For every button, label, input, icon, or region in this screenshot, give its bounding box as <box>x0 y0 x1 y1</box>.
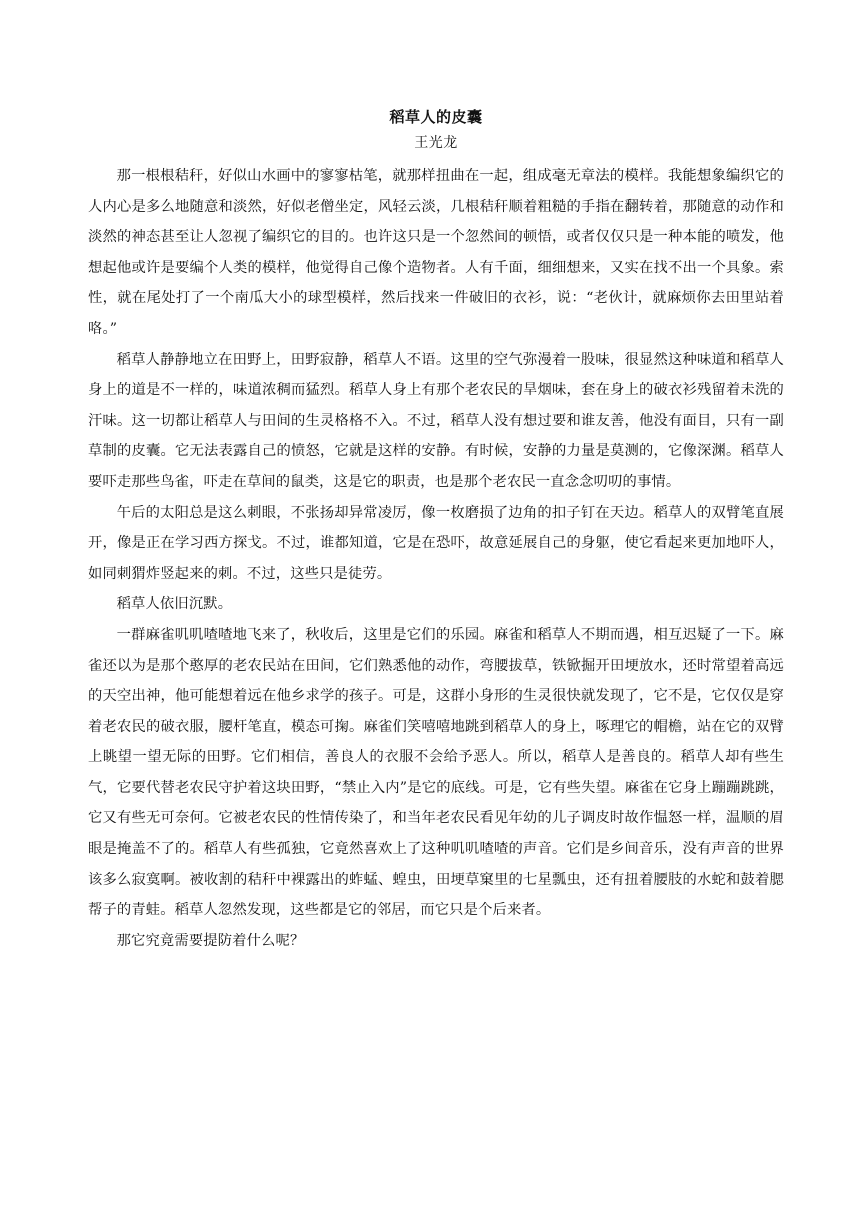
paragraph-3: 午后的太阳总是这么刺眼，不张扬却异常凌厉，像一枚磨损了边角的扣子钉在天边。稻草人的双臂笔直展开，像是正在学习西方探戈。不过，谁都知道，它是在恐吓，故意延展自己的身躯，使它看起来更加地吓人，如同刺猬炸竖起来的刺。不过，这些只是徒劳。 <box>88 504 784 582</box>
article-author: 王光龙 <box>414 135 458 151</box>
paragraph-4: 稻草人依旧沉默。 <box>116 596 233 613</box>
paragraph-6: 那它究竟需要提防着什么呢？ <box>116 932 305 949</box>
paragraph-2: 稻草人静静地立在田野上，田野寂静，稻草人不语。这里的空气弥漫着一股味，很显然这种味道和稻草人身上的道是不一样的，味道浓稠而猛烈。稻草人身上有那个老农民的旱烟味，套在身上的破衣衫残留着未洗的汗味。这一切都让稻草人与田间的生灵格格不入。不过，稻草人没有想过要和谁友善，他没有面目，只有一副草制的皮囊。它无法表露自己的愤怒，它就是这样的安静。有时候，安静的力量是莫测的，它像深渊。稻草人要吓走那些鸟雀，吓走在草间的鼠类，这是它的职责，也是那个老农民一直念念叨叨的事情。 <box>88 351 784 490</box>
paragraph-5: 一群麻雀叽叽喳喳地飞来了，秋收后，这里是它们的乐园。麻雀和稻草人不期而遇，相互迟疑了一下。麻雀还以为是那个憨厚的老农民站在田间，它们熟悉他的动作，弯腰拔草，铁锨掘开田埂放水，还时常望着高远的天空出神，他可能想着远在他乡求学的孩子。可是，这群小身形的生灵很快就发现了，它不是，它仅仅是穿着老农民的破衣服，腰杆笔直，模态可掬。麻雀们笑嘻嘻地跳到稻草人的身上，啄理它的帽檐，站在它的双臂上眺望一望无际的田野。它们相信，善良人的衣服不会给予恶人。所以，稻草人是善良的。稻草人却有些生气，它要代替老农民守护着这块田野，“禁止入内”是它的底线。可是，它有些失望。麻雀在它身上蹦蹦跳跳，它又有些无可奈何。它被老农民的性情传染了，和当年老农民看见年幼的儿子调皮时故作愠怒一样，温顺的眉眼是掩盖不了的。稻草人有些孤独，它竟然喜欢上了这种叽叽喳喳的声音。它们是乡间音乐，没有声音的世界该多么寂寞啊。被收割的秸秆中裸露出的蚱蜢、蝗虫，田埂草窠里的七星瓢虫，还有扭着腰肢的水蛇和鼓着腮帮子的青蛙。稻草人忽然发现，这些都是它的邻居，而它只是个后来者。 <box>88 626 784 919</box>
paragraph-1: 那一根根秸秆，好似山水画中的寥寥枯笔，就那样扭曲在一起，组成毫无章法的模样。我能想象编织它的人内心是多么地随意和淡然，好似老僧坐定，风轻云淡，几根秸秆顺着粗糙的手指在翻转着，那随意的动作和淡然的神态甚至让人忽视了编织它的目的。也许这只是一个忽然间的顿悟，或者仅仅只是一种本能的喷发，他想起他或许是要编个人类的模样，他觉得自己像个造物者。人有千面，细细想来，又实在找不出一个具象。索性，就在尾处打了一个南瓜大小的球型模样，然后找来一件破旧的衣衫，说：“老伙计，就麻烦你去田里站着咯。” <box>88 168 784 337</box>
document-page <box>88 105 784 956</box>
article-title: 稻草人的皮囊 <box>389 108 483 126</box>
